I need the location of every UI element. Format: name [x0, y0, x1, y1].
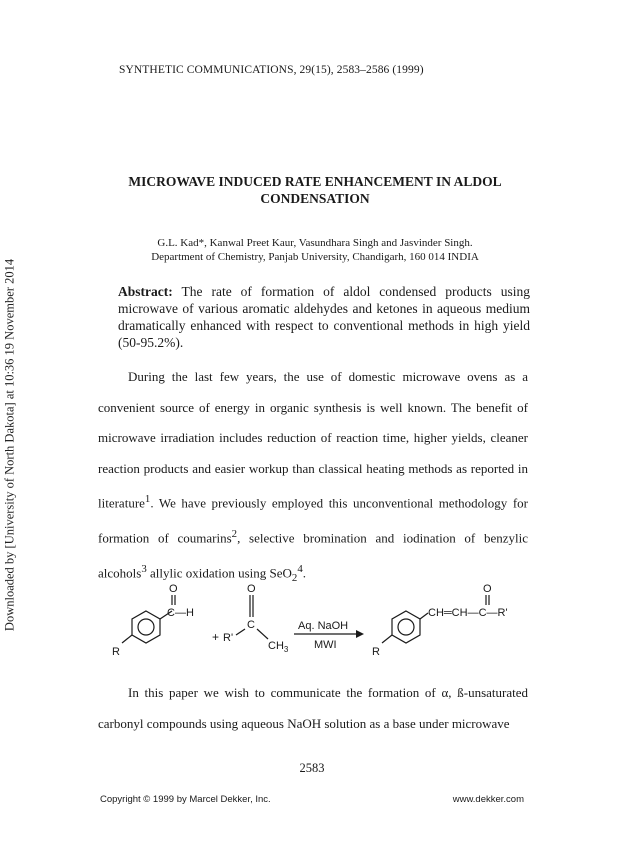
reference-4: 4 — [297, 562, 303, 575]
reference-1: 1 — [144, 493, 151, 505]
ketone-methyl: $CH_3$ — [268, 640, 289, 654]
download-watermark-text: Downloaded by [University of North Dakota] at 10:36 19 November 2014 — [2, 258, 17, 632]
author-names: G.L. Kad*, Kanwal Preet Kaur, Vasundhara Singh and Jasvinder Singh. — [157, 237, 473, 249]
reagent-label: Aq. NaOH — [298, 620, 349, 632]
ketone-carbon: C — [247, 619, 255, 631]
ketone-oxygen: O — [247, 583, 256, 595]
paper-title-line1: MICROWAVE INDUCED RATE ENHANCEMENT IN ALDOL — [128, 174, 502, 189]
download-watermark — [2, 230, 18, 660]
abstract — [118, 283, 530, 351]
aldehyde-group: C—H — [167, 607, 194, 619]
paper-title — [80, 173, 550, 207]
microwave-condition-label: MWI — [314, 639, 337, 651]
alpha-beta-symbols: α, ß — [441, 685, 464, 700]
paragraph2-text-a: In this paper we wish to communicate the formation of — [128, 685, 442, 700]
reference-3: 3 — [141, 562, 147, 575]
reaction-scheme — [100, 577, 530, 667]
paragraph2-text-b: -unsaturated carbonyl compounds using aqueous NaOH solution as a base under microwave — [98, 685, 529, 731]
paragraph1-text-d: allylic oxidation using SeO — [146, 564, 292, 580]
abstract-label: Abstract: — [118, 284, 173, 299]
aldehyde-oxygen: O — [169, 583, 178, 595]
body-paragraph-2 — [98, 678, 528, 739]
reference-2: 2 — [231, 527, 238, 540]
subscript-2: 2 — [291, 571, 298, 584]
body-paragraph-1 — [98, 362, 528, 593]
reaction-arrowhead — [356, 630, 364, 638]
ketone-r-prime: R' — [223, 632, 234, 644]
aldehyde-r-substituent: R — [112, 646, 120, 658]
author-block — [80, 236, 550, 264]
product-oxygen: O — [483, 583, 492, 595]
aldehyde-benzene-ring — [122, 595, 175, 643]
publisher-website: www.dekker.com — [452, 794, 524, 805]
ketone-structure — [236, 595, 268, 639]
abstract-text: The rate of formation of aldol condensed products using microwave of various aromatic aldehydes and ketones in aqueous medium dramatically enhanced with respect to conventional methods in high yield (50-95.2%). — [118, 284, 530, 350]
paragraph1-text-e: . — [302, 564, 306, 580]
product-r-substituent: R — [372, 646, 380, 658]
paragraph1-text-c: , selective bromination and iodination of benzylic alcohols — [98, 530, 528, 580]
paper-title-line2: CONDENSATION — [260, 191, 370, 206]
paragraph1-text-a: During the last few years, the use of domestic microwave ovens as a convenient source of energy in organic synthesis is well known. The benefit of microwave irradiation includes reduction of reaction time, higher yields, cleaner reaction products and easier workup than classical heating methods as reported in literature — [98, 369, 528, 511]
product-chain: CH═CH—C—R' — [428, 607, 508, 619]
copyright-notice: Copyright © 1999 by Marcel Dekker, Inc. — [100, 794, 271, 805]
journal-citation: SYNTHETIC COMMUNICATIONS, 29(15), 2583–2586 (1999) — [119, 64, 424, 76]
product-benzene-ring — [382, 595, 489, 643]
plus-sign: + — [212, 630, 220, 644]
author-affiliation: Department of Chemistry, Panjab University, Chandigarh, 160 014 INDIA — [151, 251, 479, 263]
page-number: 2583 — [299, 761, 325, 775]
paragraph1-text-b: . We have previously employed this unconventional methodology for formation of coumarins — [98, 495, 528, 546]
